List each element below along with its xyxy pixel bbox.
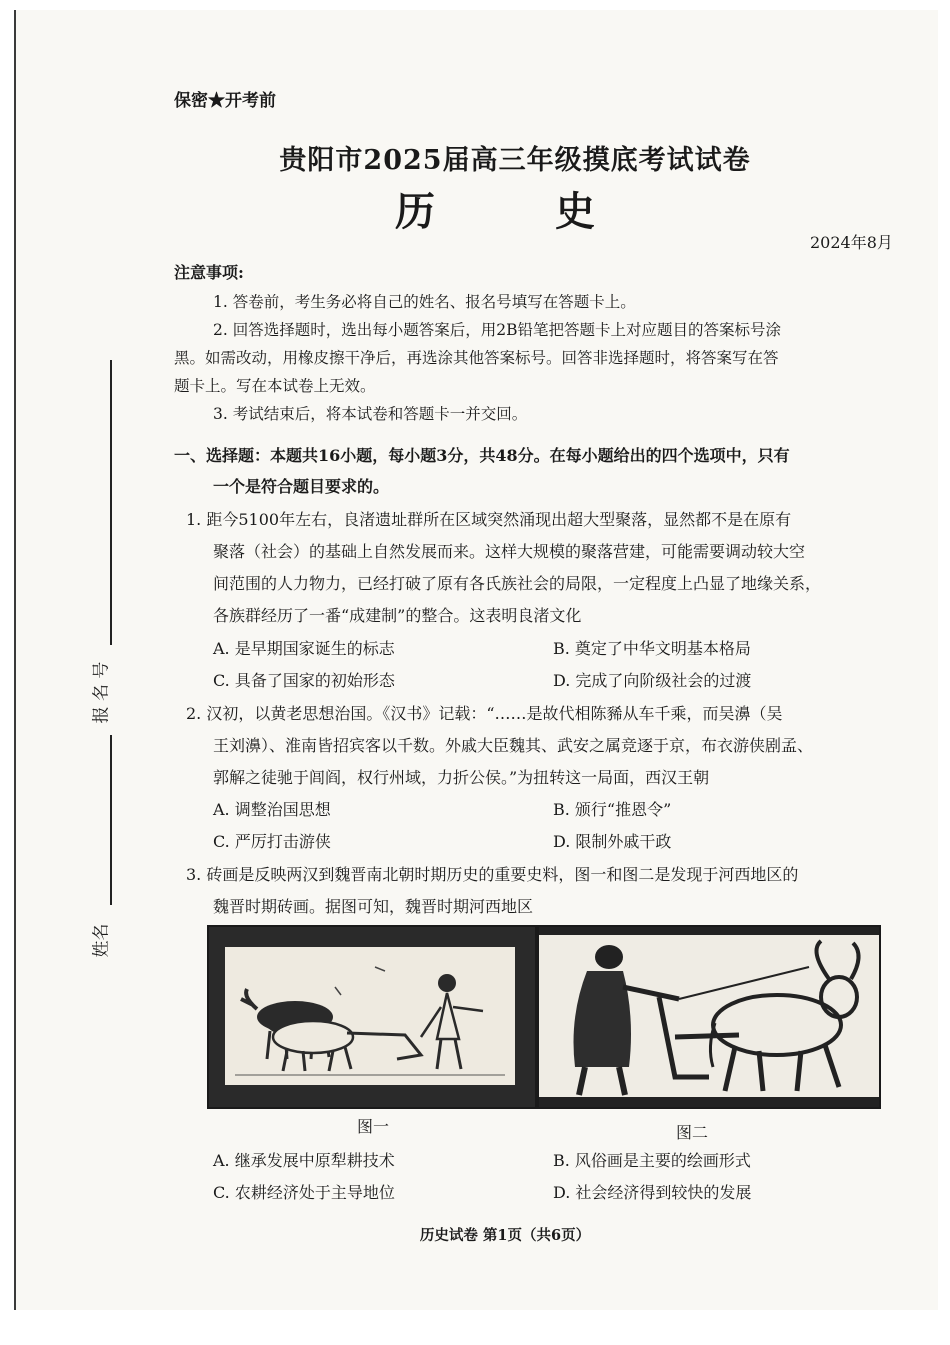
- figure-1-brick-painting: [207, 925, 537, 1109]
- figure-1-ox-plough-illustration: [225, 947, 515, 1085]
- confidential-mark: 保密★开考前: [174, 91, 276, 111]
- name-label: 姓名: [91, 923, 112, 958]
- notes-title: 注意事项:: [174, 263, 244, 282]
- subject-title: [0, 180, 950, 237]
- section-heading: 一、选择题：本题共16小题，每小题3分，共48分。在每小题给出的四个选项中，只有: [174, 446, 790, 465]
- figure-1-canvas: [225, 947, 515, 1085]
- figure-2-brick-painting: [537, 925, 881, 1109]
- figure-1-caption: 图一: [357, 1117, 390, 1136]
- exam-title: 贵阳市2025届高三年级摸底考试试卷: [279, 145, 751, 176]
- question-3-option-d[interactable]: D. 社会经济得到较快的发展: [553, 1183, 752, 1202]
- question-2-option-c[interactable]: C. 严厉打击游侠: [213, 832, 331, 851]
- question-1-option-b[interactable]: B. 奠定了中华文明基本格局: [553, 639, 751, 658]
- note-line: 黑。如需改动，用橡皮擦干净后，再选涂其他答案标号。回答非选择题时，将答案写在答: [174, 349, 779, 367]
- note-line: 3. 考试结束后，将本试卷和答题卡一并交回。: [213, 405, 528, 423]
- subject-text: 历 史: [395, 188, 635, 235]
- question-1-stem: 间范围的人力物力，已经打破了原有各氏族社会的局限，一定程度上凸显了地缘关系，: [213, 574, 822, 593]
- page-footer: 历史试卷 第1页（共6页）: [419, 1227, 591, 1244]
- question-2-option-a[interactable]: A. 调整治国思想: [213, 800, 331, 819]
- question-2-option-d[interactable]: D. 限制外戚干政: [553, 832, 672, 851]
- question-3-stem: 3. 砖画是反映两汉到魏晋南北朝时期历史的重要史料，图一和图二是发现于河西地区的: [186, 865, 799, 884]
- exam-date: 2024年8月: [810, 233, 893, 252]
- note-line: 题卡上。写在本试卷上无效。: [174, 377, 376, 395]
- question-3-option-c[interactable]: C. 农耕经济处于主导地位: [213, 1183, 395, 1202]
- question-1-option-a[interactable]: A. 是早期国家诞生的标志: [213, 639, 395, 658]
- question-2-stem: 郭解之徒驰于闾阎，权行州域，力折公侯。”为扭转这一局面，西汉王朝: [213, 768, 710, 787]
- question-1-option-d[interactable]: D. 完成了向阶级社会的过渡: [553, 671, 752, 690]
- question-2-stem: 王刘濞）、淮南皆招宾客以千数。外戚大臣魏其、武安之属竞逐于京，布衣游侠剧孟、: [213, 736, 814, 755]
- question-1-stem: 1. 距今5100年左右，良渚遗址群所在区域突然涌现出超大型聚落，显然都不是在原有: [186, 510, 792, 529]
- figure-2-ox-plough-illustration: [539, 927, 879, 1107]
- question-2-stem: 2. 汉初，以黄老思想治国。《汉书》记载：“……是故代相陈豨从车千乘，而吴濞（吴: [186, 704, 783, 723]
- question-1-option-c[interactable]: C. 具备了国家的初始形态: [213, 671, 395, 690]
- question-3-stem: 魏晋时期砖画。据图可知，魏晋时期河西地区: [213, 897, 534, 916]
- figure-2-caption: 图二: [676, 1123, 709, 1142]
- note-line: 2. 回答选择题时，选出每小题答案后，用2B铅笔把答题卡上对应题目的答案标号涂: [213, 321, 781, 339]
- question-1-stem: 各族群经历了一番“成建制”的整合。这表明良渚文化: [213, 606, 582, 625]
- question-3-option-b[interactable]: B. 风俗画是主要的绘画形式: [553, 1151, 751, 1170]
- question-1-stem: 聚落（社会）的基础上自然发展而来。这样大规模的聚落营建，可能需要调动较大空: [213, 542, 806, 561]
- section-heading-cont: 一个是符合题目要求的。: [213, 477, 390, 496]
- name-line: [110, 735, 112, 905]
- note-line: 1. 答卷前，考生务必将自己的姓名、报名号填写在答题卡上。: [213, 293, 636, 311]
- registration-label: 报 名 号: [91, 661, 112, 724]
- question-2-option-b[interactable]: B. 颁行“推恩令”: [553, 800, 672, 819]
- question-3-option-a[interactable]: A. 继承发展中原犁耕技术: [213, 1151, 395, 1170]
- registration-line: [110, 360, 112, 645]
